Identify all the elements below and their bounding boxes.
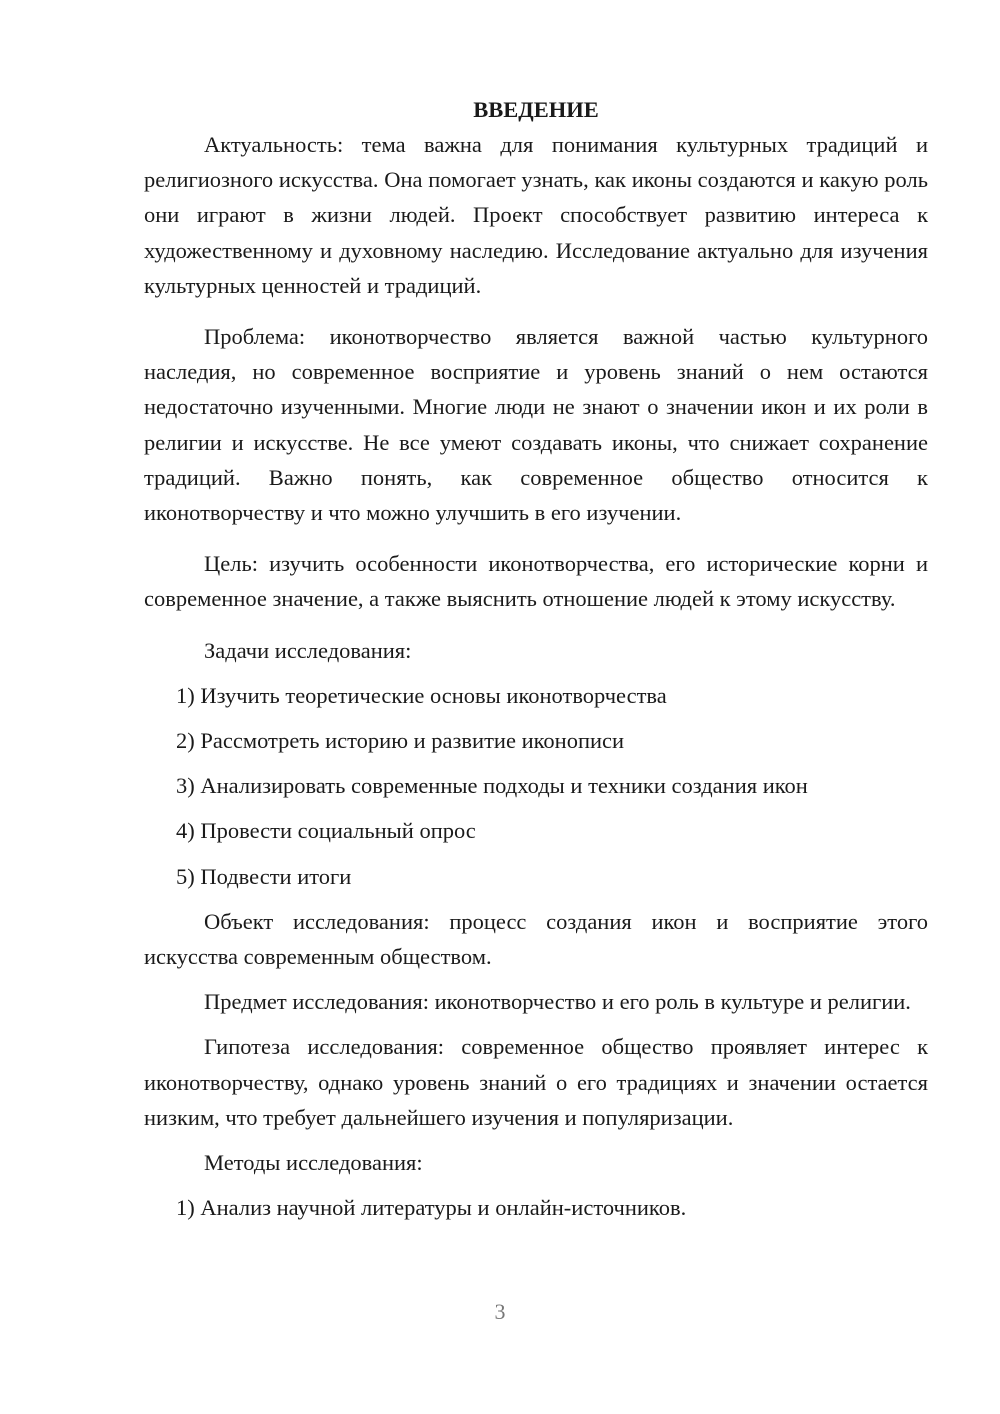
section-heading: ВВЕДЕНИЕ [473, 97, 599, 122]
page-content [144, 92, 928, 1225]
method-item: 1) Анализ научной литературы и онлайн-источников. [176, 1195, 687, 1221]
task-item: 1) Изучить теоретические основы иконотворчества [176, 682, 667, 708]
relevance-paragraph: Актуальность: тема важна для понимания культурных традиций и религиозного искусства. Она помогает узнать, как иконы создаются и какую роль они играют в жизни людей. Проект способствует развитию интереса к художественному и духовному наследию. Исследование актуально для изучения культурных ценностей и традиций. [144, 132, 928, 298]
task-item: 3) Анализировать современные подходы и техники создания икон [176, 773, 808, 799]
problem-paragraph: Проблема: иконотворчество является важной частью культурного наследия, но современное восприятие и уровень знаний о нем остаются недостаточно изученными. Многие люди не знают о значении икон и их роли в религии и искусстве. Не все умеют создавать иконы, что снижает сохранение традиций. Важно понять, как современное общество относится к иконотворчеству и что можно улучшить в его изучении. [144, 324, 928, 526]
object-paragraph: Объект исследования: процесс создания икон и восприятие этого искусства современным обществом. [144, 908, 928, 970]
hypothesis-paragraph: Гипотеза исследования: современное общество проявляет интерес к иконотворчеству, однако уровень знаний о его традициях и значении остается низким, что требует дальнейшего изучения и популяризации. [144, 1034, 928, 1130]
task-item: 4) Провести социальный опрос [176, 818, 476, 844]
goal-paragraph: Цель: изучить особенности иконотворчества, его исторические корни и современное значение, а также выяснить отношение людей к этому искусству. [144, 551, 928, 612]
tasks-title: Задачи исследования: [204, 637, 412, 663]
task-item: 2) Рассмотреть историю и развитие иконописи [176, 728, 625, 754]
methods-title: Методы исследования: [204, 1150, 423, 1176]
task-item: 5) Подвести итоги [176, 863, 352, 889]
subject-paragraph: Предмет исследования: иконотворчество и его роль в культуре и религии. [204, 989, 911, 1015]
page-number: 3 [494, 1299, 506, 1324]
